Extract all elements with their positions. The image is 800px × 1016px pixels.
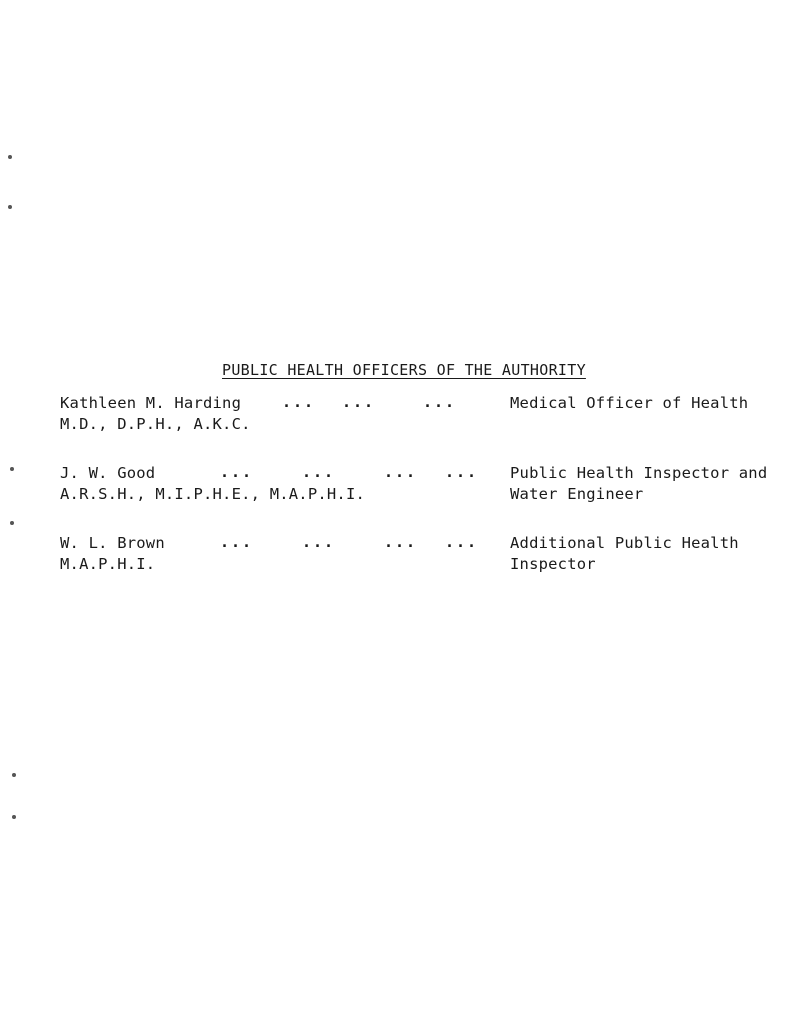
officer-role-continued: Water Engineer — [510, 485, 644, 503]
dot-leader: ... — [342, 393, 376, 411]
dot-leader: ... — [282, 393, 316, 411]
dot-leader: ... — [445, 463, 479, 481]
officer-qualifications: M.D., D.P.H., A.K.C. — [60, 415, 251, 433]
officer-name: Kathleen M. Harding — [60, 394, 242, 412]
scan-mark — [8, 205, 12, 209]
officer-name: W. L. Brown — [60, 534, 165, 552]
officer-name: J. W. Good — [60, 464, 156, 482]
scan-mark — [8, 155, 12, 159]
dot-leader: ... — [384, 463, 418, 481]
dot-leader: ... — [302, 533, 336, 551]
scan-mark — [10, 467, 14, 471]
officer-role-continued: Inspector — [510, 555, 596, 573]
dot-leader: ... — [384, 533, 418, 551]
officer-qualifications: M.A.P.H.I. — [60, 555, 156, 573]
page-title: PUBLIC HEALTH OFFICERS OF THE AUTHORITY — [222, 361, 586, 379]
officer-role: Medical Officer of Health — [510, 394, 749, 412]
scan-mark — [10, 521, 14, 525]
dot-leader: ... — [220, 463, 254, 481]
officer-qualifications: A.R.S.H., M.I.P.H.E., M.A.P.H.I. — [60, 485, 366, 503]
dot-leader: ... — [220, 533, 254, 551]
dot-leader: ... — [423, 393, 457, 411]
scan-mark — [12, 815, 16, 819]
officer-role: Public Health Inspector and — [510, 464, 768, 482]
dot-leader: ... — [445, 533, 479, 551]
scan-mark — [12, 773, 16, 777]
dot-leader: ... — [302, 463, 336, 481]
officer-role: Additional Public Health — [510, 534, 739, 552]
